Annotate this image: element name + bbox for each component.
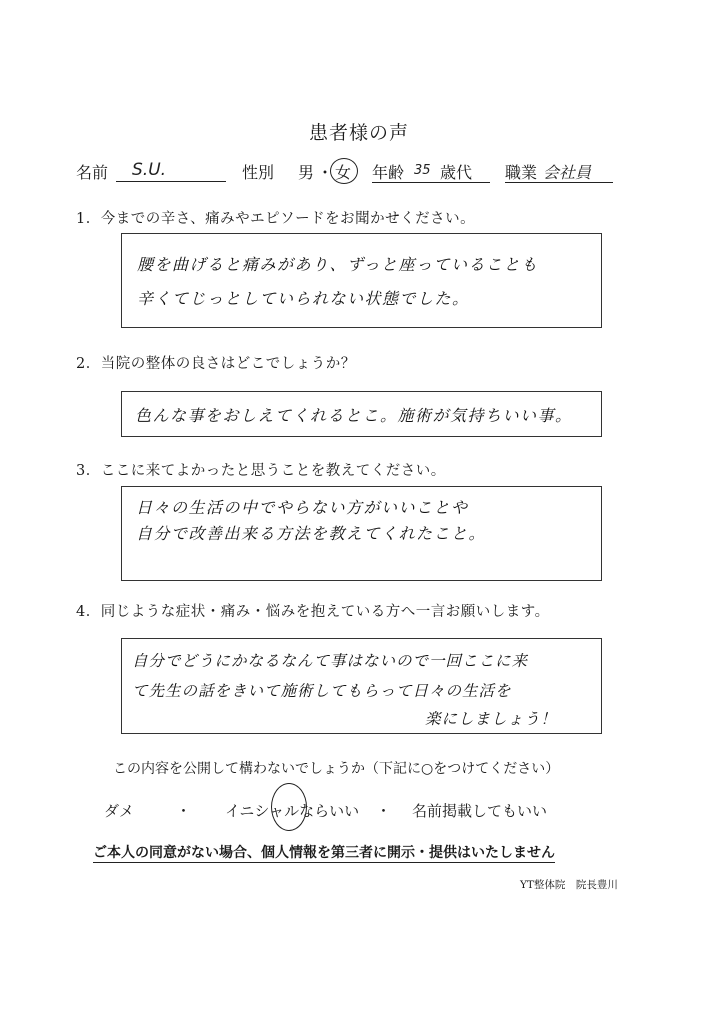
age-underline [372, 182, 490, 183]
gender-separator: ・ [317, 163, 334, 182]
question-2: 2．当院の整体の良さはどこでしょうか？ [76, 356, 356, 372]
gender-male: 男 [298, 163, 315, 182]
answer-4-line-3: 楽にしましょう！ [425, 710, 558, 728]
option-fullname: 名前掲載してもいい [412, 802, 548, 820]
option-no: ダメ [104, 802, 135, 820]
answer-2-line-1: 色んな事をおしえてくれるとこ。施術が気持ちいい事。 [135, 406, 573, 425]
option-separator-1: ・ [176, 802, 192, 820]
name-label: 名前 [76, 163, 109, 182]
answer-1-line-1: 腰を曲げると痛みがあり、ずっと座っていることも [137, 255, 539, 274]
answer-1-line-2: 辛くてじっとしていられない状態でした。 [137, 289, 470, 308]
answer-box-1 [121, 233, 602, 328]
question-4: 4．同じような症状・痛み・悩みを抱えている方へ一言お願いします。 [76, 604, 550, 620]
gender-female: 女 [335, 163, 352, 182]
answer-3-line-1: 日々の生活の中でやらない方がいいことや [136, 498, 469, 517]
name-value: S.U. [132, 160, 167, 180]
question-3: 3．ここに来てよかったと思うことを教えてください。 [76, 463, 446, 479]
question-1: 1．今までの辛さ、痛みやエピソードをお聞かせください。 [76, 211, 476, 227]
answer-4-line-2: て先生の話をきいて施術してもらって日々の生活を [132, 682, 512, 700]
option-initials-pre: イニシ [225, 802, 270, 820]
consent-question: この内容を公開して構わないでしょうか（下記に○をつけてください） [113, 761, 560, 777]
answer-4-line-1: 自分でどうにかなるなんて事はないので一回ここに来 [132, 652, 529, 670]
name-field [116, 160, 226, 182]
gender-label: 性別 [242, 163, 275, 182]
job-label: 職業 [505, 163, 538, 182]
answer-box-3 [121, 486, 602, 581]
job-underline [505, 182, 613, 183]
age-suffix: 歳代 [440, 163, 473, 182]
clinic-signature: YT整体院 院長豊川 [520, 879, 618, 891]
privacy-notice: ご本人の同意がない場合、個人情報を第三者に開示・提供はいたしません [93, 842, 555, 863]
age-label: 年齢 [372, 163, 405, 182]
age-value: 35 [414, 163, 431, 178]
option-initials-circled: ャル [269, 802, 300, 820]
option-separator-2: ・ [376, 802, 392, 820]
job-value: 会社員 [543, 163, 592, 182]
option-selection-circle [271, 783, 307, 831]
answer-box-2 [121, 391, 602, 437]
answer-3-line-2: 自分で改善出来る方法を教えてくれたこと。 [136, 524, 487, 543]
page-title: 患者様の声 [308, 122, 409, 144]
answer-box-4 [121, 638, 602, 734]
option-initials-post: ならいい [299, 802, 360, 820]
